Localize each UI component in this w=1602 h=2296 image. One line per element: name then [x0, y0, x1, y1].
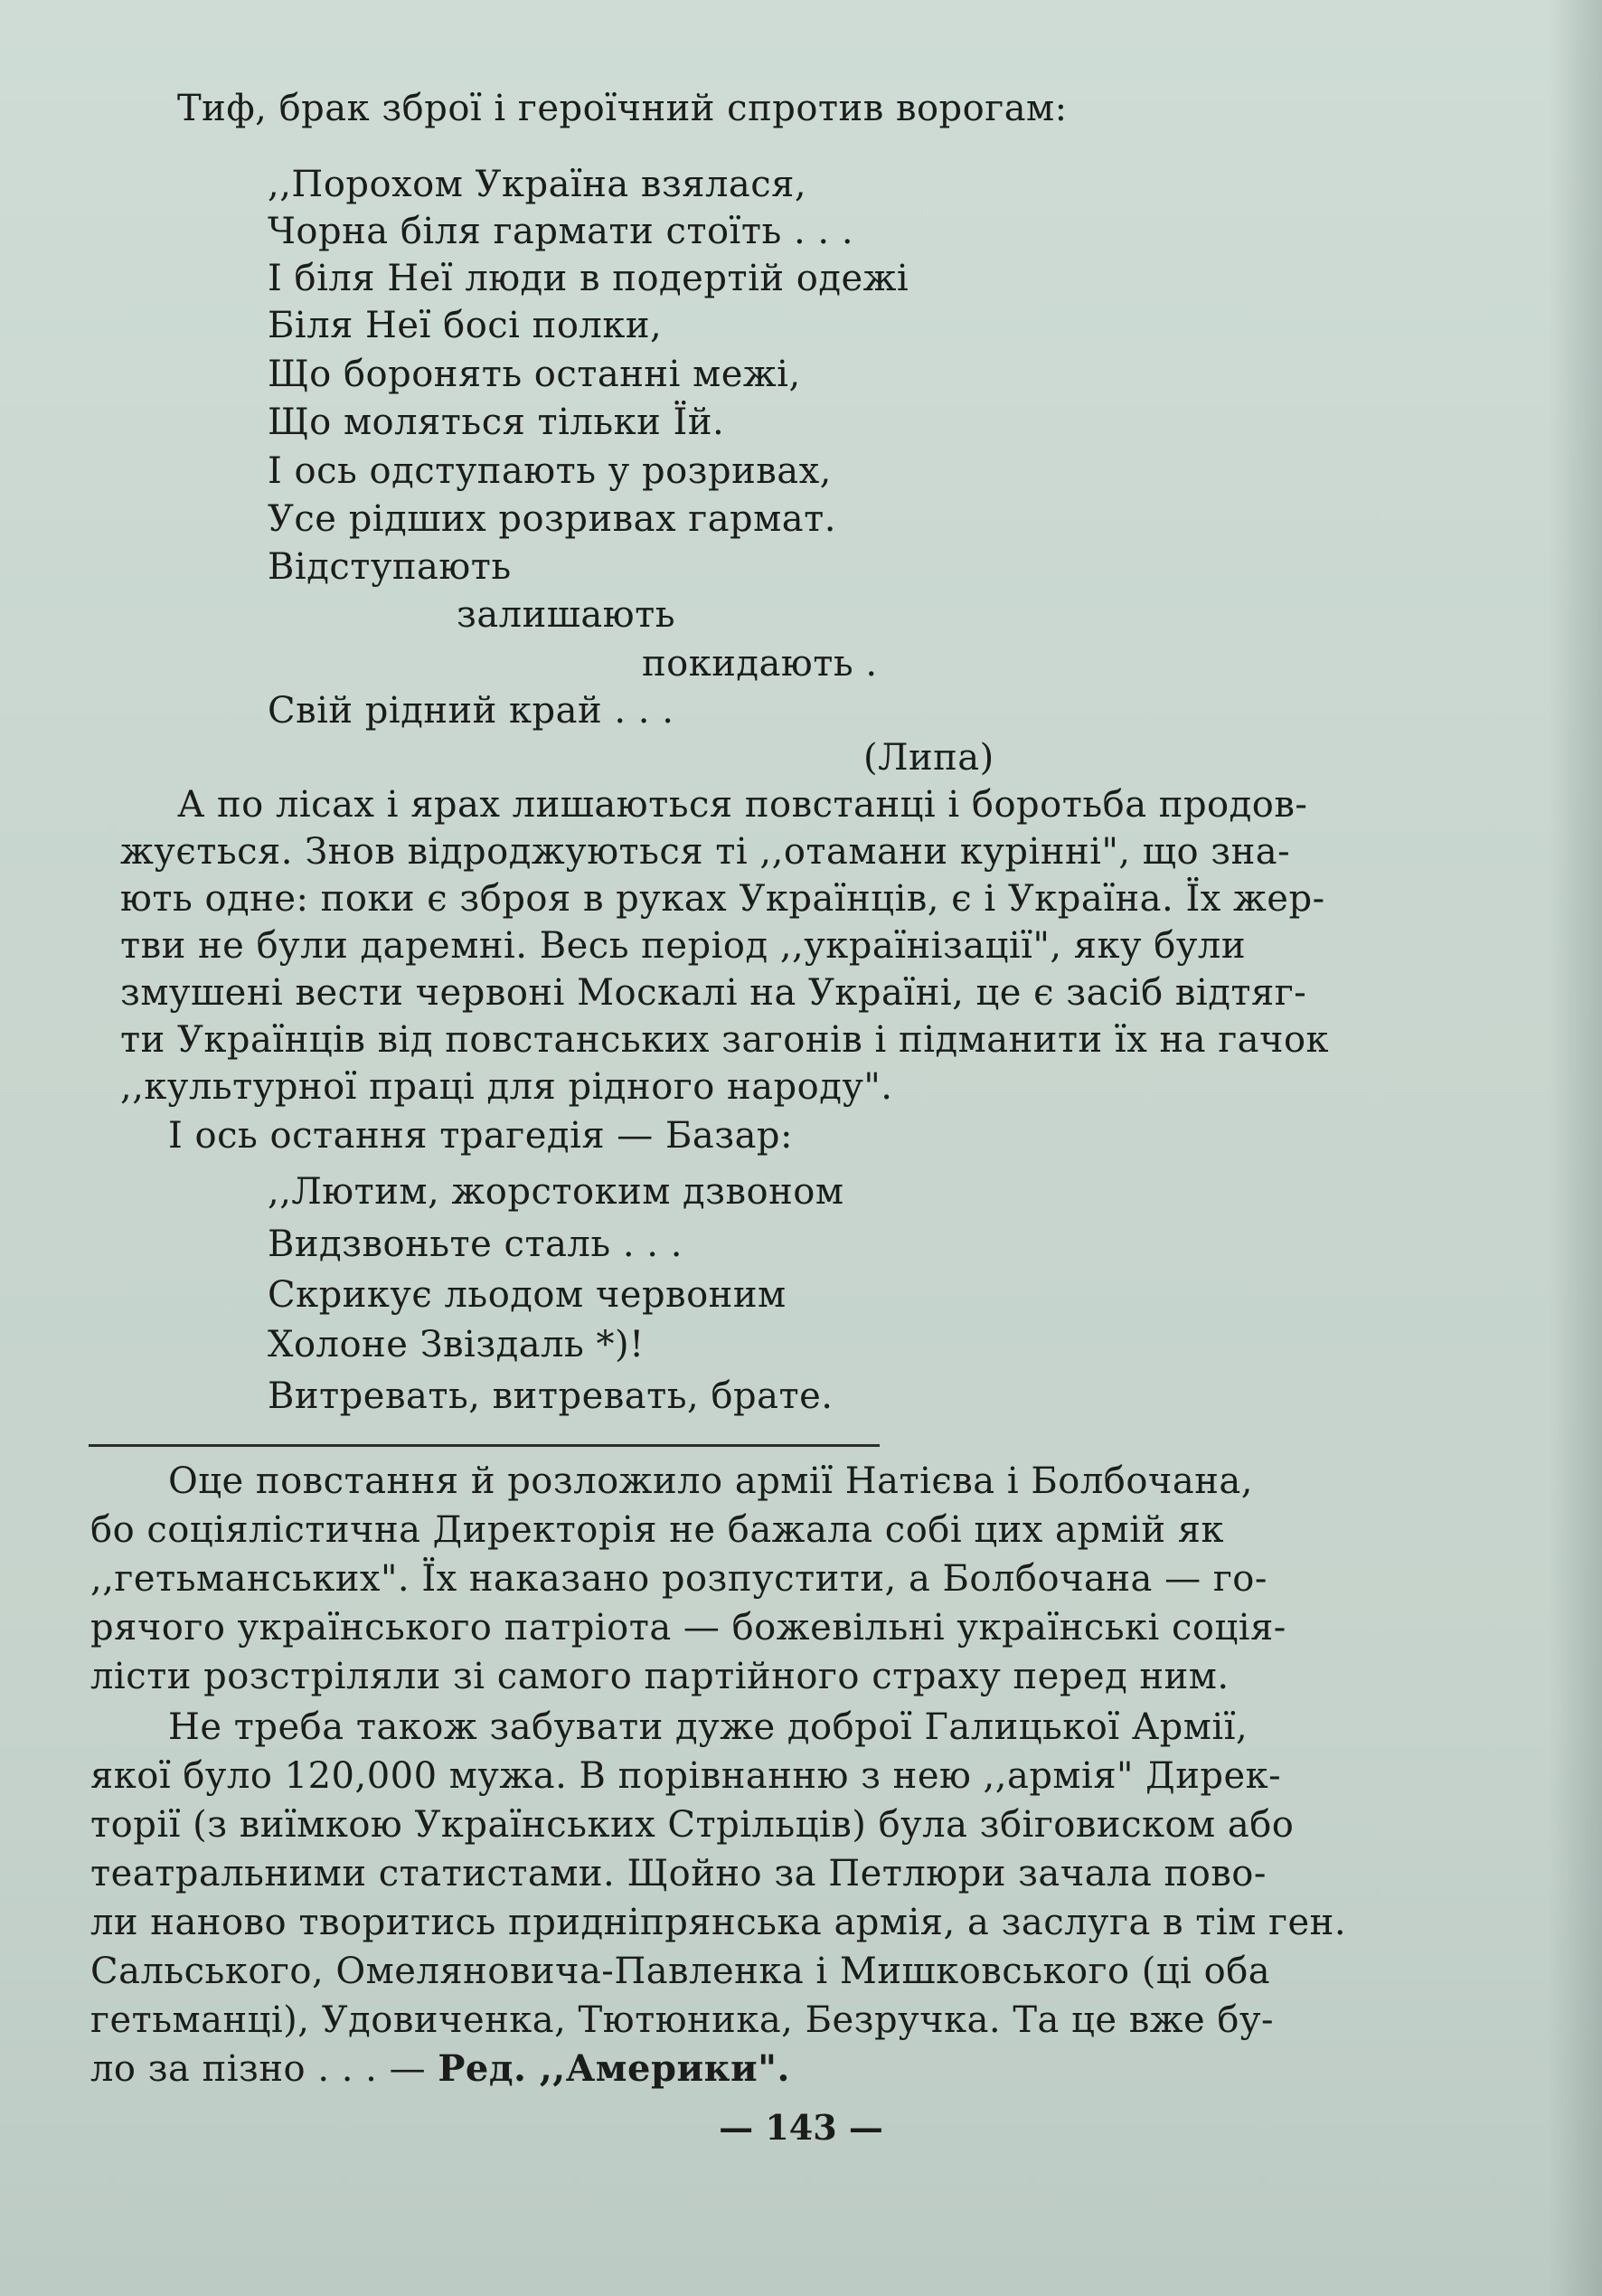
poem-author: (Липа): [863, 737, 994, 779]
poem-line: Біля Неї босі полки,: [268, 305, 663, 346]
poem-line: залишають: [457, 594, 675, 636]
text-line: якої було 120,000 мужа. В порівнанню з нею ,,армія" Дирек-: [90, 1755, 1282, 1797]
text-line: бо соціялістична Директорія не бажала собі цих армій як: [90, 1509, 1224, 1551]
text-line: ти Українців від повстанських загонів і підманити їх на гачок: [120, 1019, 1330, 1061]
poem-line: ,,Лютим, жорстоким дзвоном: [268, 1171, 844, 1213]
poem-line: І біля Неї люди в подертій одежі: [268, 258, 909, 299]
poem-line: Скрикує льодом червоним: [268, 1274, 787, 1316]
text-line: І ось остання трагедія — Базар:: [168, 1115, 794, 1157]
text-line: А по лісах і ярах лишаються повстанці і боротьба продов-: [177, 784, 1308, 826]
editorial-separator: [89, 1444, 880, 1447]
text-line: гетьманці), Удовиченка, Тютюника, Безручка. Та це вже бу-: [90, 1999, 1275, 2041]
text-line: Оце повстання й розложило армії Натієва і Болбочана,: [168, 1460, 1253, 1502]
text-line: ,,культурної праці для рідного народу".: [120, 1066, 893, 1108]
poem-line: Усе рідших розривах гармат.: [268, 498, 836, 540]
poem-line: Чорна біля гармати стоїть . . .: [268, 211, 854, 252]
text-line: тви не були даремні. Весь період ,,українізації", яку були: [120, 925, 1246, 967]
poem-line: Що моляться тільки Їй.: [268, 402, 725, 443]
editor-signature: Ред. ,,Америки".: [438, 2047, 790, 2090]
page-number: — 143 —: [719, 2107, 883, 2148]
text-line: Не треба також забувати дуже доброї Галицької Армії,: [168, 1706, 1249, 1748]
poem-line: Відступають: [268, 546, 512, 588]
text-line: Сальського, Омеляновича-Павленка і Мишковського (ці оба: [90, 1951, 1271, 1992]
poem-line: Що боронять останні межі,: [268, 354, 801, 395]
text-line: жується. Знов відроджуються ті ,,отамани курінні", що зна-: [120, 831, 1291, 873]
poem-line: Свій рідний край . . .: [268, 690, 674, 732]
text-line: ,,гетьманських". Їх наказано розпустити, а Болбочана — го-: [90, 1558, 1267, 1600]
text-line-last: ло за пізно . . . —: [90, 2048, 438, 2090]
poem-line: Видзвоньте сталь . . .: [268, 1224, 683, 1265]
text-line: торії (з виїмкою Українських Стрільців) була збіговиском або: [90, 1804, 1295, 1846]
poem-line: Витревать, витревать, брате.: [268, 1375, 834, 1417]
poem-line: Холоне Звіздаль *)!: [268, 1324, 645, 1365]
text-line: Тиф, брак зброї і героїчний спротив ворогам:: [177, 88, 1068, 129]
poem-line: ,,Порохом Україна взялася,: [268, 164, 807, 205]
text-line: змушені вести червоні Москалі на Україні, це є засіб відтяг-: [120, 972, 1307, 1014]
text-line: ли наново творитись придніпрянська армія, а заслуга в тім ген.: [90, 1902, 1347, 1943]
page-edge-shadow: [1548, 0, 1602, 2296]
text-line: [90, 2047, 790, 2091]
text-line: театральними статистами. Щойно за Петлюри зачала пово-: [90, 1853, 1267, 1894]
text-line: рячого українського патріота — божевільні українські соція-: [90, 1607, 1286, 1649]
poem-line: І ось одступають у розривах,: [268, 450, 832, 492]
text-line: ють одне: поки є зброя в руках Українців, є і Україна. Їх жер-: [120, 878, 1325, 920]
poem-line: покидають .: [642, 643, 878, 685]
text-line: лісти розстріляли зі самого партійного страху перед ним.: [90, 1656, 1230, 1697]
